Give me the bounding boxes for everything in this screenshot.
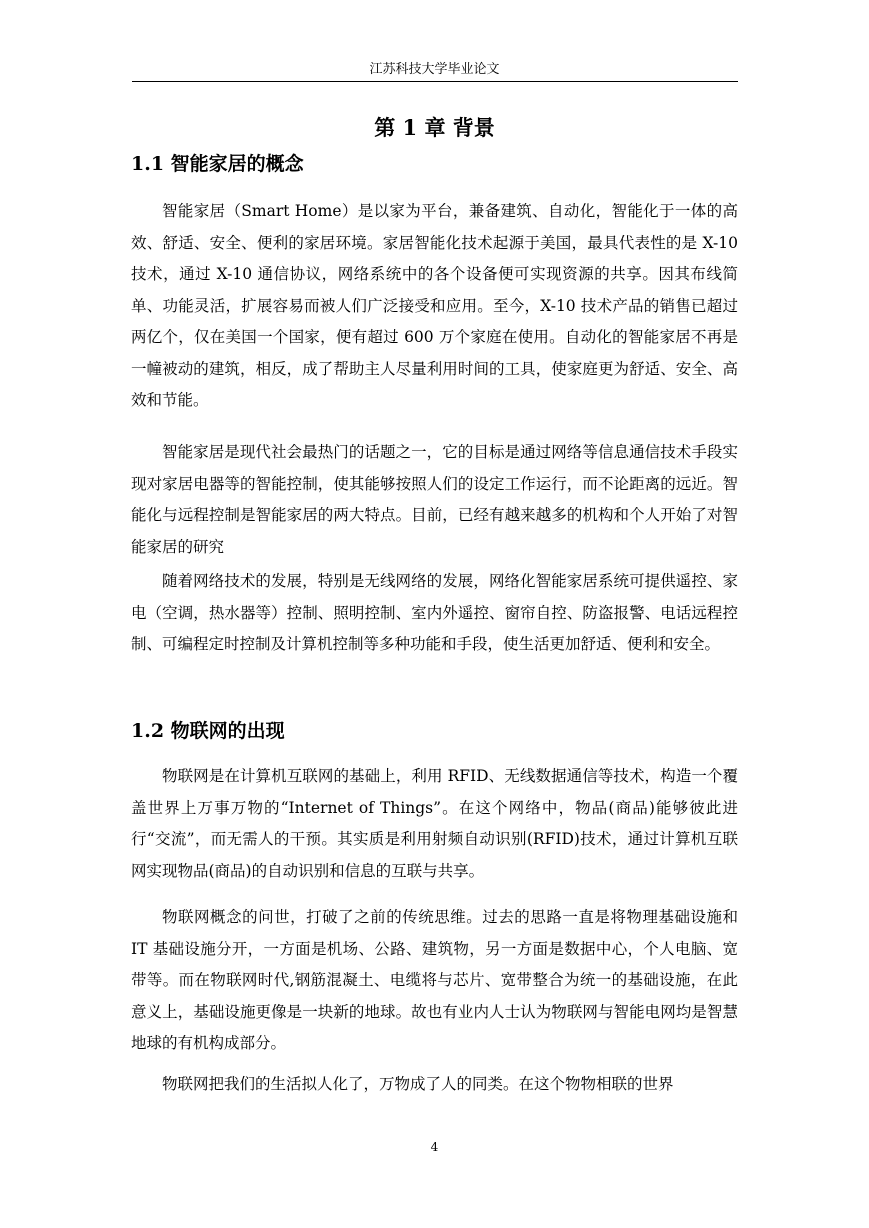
paragraph-smart-home-functions: 随着网络技术的发展，特别是无线网络的发展，网络化智能家居系统可提供遥控、家电（空调，热水器等）控制、照明控制、室内外遥控、窗帘自控、防盗报警、电话远程控制、可编程定时控制及计算机控制等多种功能和手段，使生活更加舒适、便利和安全。	[131, 572, 738, 653]
chapter-title: 第 1 章 背景	[374, 115, 495, 140]
section-heading-1-2: 1.2 物联网的出现	[131, 720, 285, 742]
paragraph-iot-definition: 物联网是在计算机互联网的基础上，利用 RFID、无线数据通信等技术，构造一个覆盖世界上万事万物的“Internet of Things”。在这个网络中，物品(商品)能够彼此进行“交流”，而无需人的干预。其实质是利用射频自动识别(RFID)技术，通过计算机互联网实现物品(商品)的自动识别和信息的互联与共享。	[131, 767, 738, 880]
section-heading-1-1: 1.1 智能家居的概念	[131, 153, 304, 175]
paragraph-smart-home-goals: 智能家居是现代社会最热门的话题之一，它的目标是通过网络等信息通信技术手段实现对家居电器等的智能控制，使其能够按照人们的设定工作运行，而不论距离的远近。智能化与远程控制是智能家居的两大特点。目前，已经有越来越多的机构和个人开始了对智能家居的研究	[131, 443, 738, 556]
page-number: 4	[430, 1140, 439, 1154]
paragraph-smart-home-definition: 智能家居（Smart Home）是以家为平台，兼备建筑、自动化，智能化于一体的高效、舒适、安全、便利的家居环境。家居智能化技术起源于美国，最具代表性的是 X-10 技术，通过 X-10 通信协议，网络系统中的各个设备便可实现资源的共享。因其布线简单、功能灵活，扩展容易而被人们广泛接受和应用。至今，X-10 技术产品的销售已超过两亿个，仅在美国一个国家，便有超过 600 万个家庭在使用。自动化的智能家居不再是一幢被动的建筑，相反，成了帮助主人尽量利用时间的工具，使家庭更为舒适、安全、高效和节能。	[131, 202, 738, 409]
header-divider	[132, 81, 738, 82]
paragraph-iot-concept: 物联网概念的问世，打破了之前的传统思维。过去的思路一直是将物理基础设施和 IT 基础设施分开，一方面是机场、公路、建筑物，另一方面是数据中心，个人电脑、宽带等。而在物联网时代,钢筋混凝土、电缆将与芯片、宽带整合为统一的基础设施，在此意义上，基础设施更像是一块新的地球。故也有业内人士认为物联网与智能电网均是智慧地球的有机构成部分。	[131, 908, 738, 1052]
paragraph-iot-life: 物联网把我们的生活拟人化了，万物成了人的同类。在这个物物相联的世界	[162, 1075, 674, 1093]
running-header: 江苏科技大学毕业论文	[369, 62, 500, 77]
